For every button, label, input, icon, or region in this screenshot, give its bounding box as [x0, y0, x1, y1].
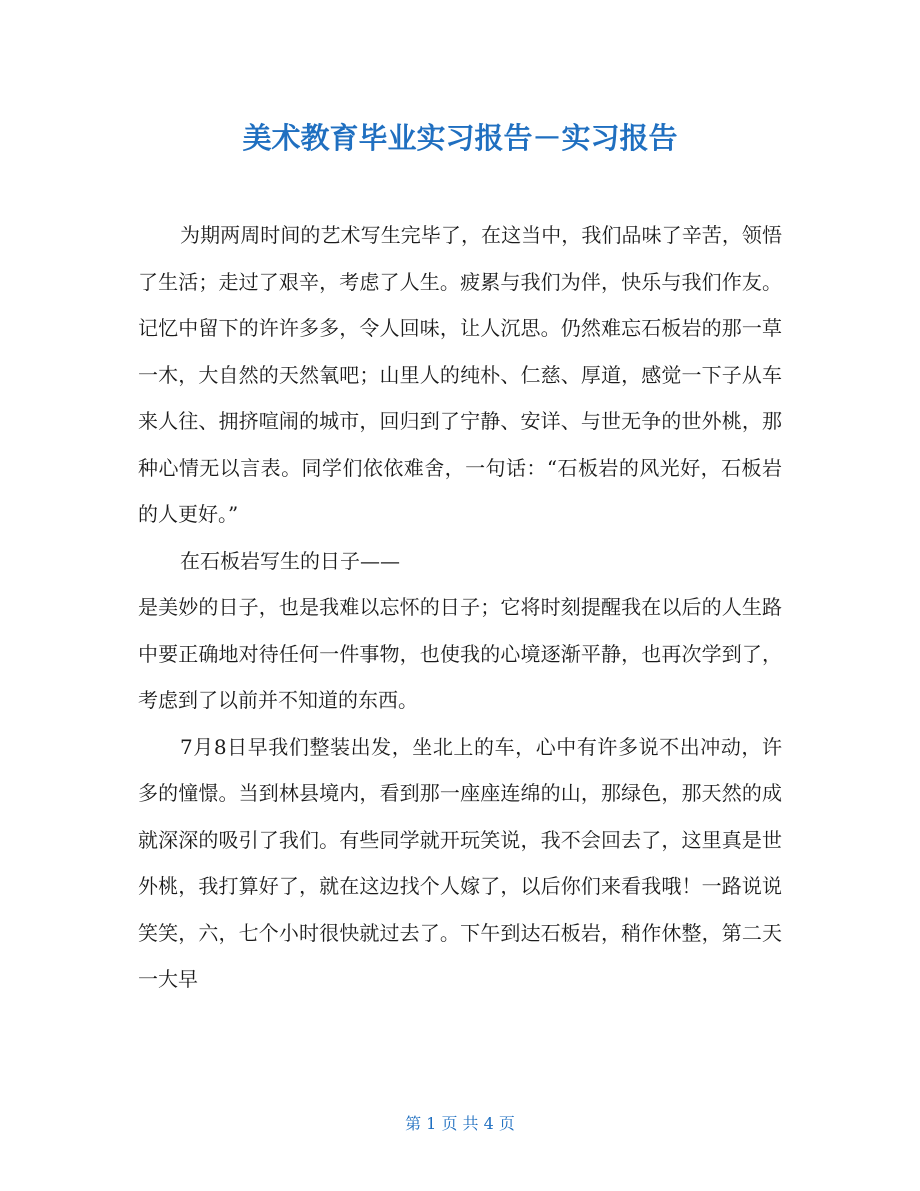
page-number-footer: 第 1 页 共 4 页 [405, 1114, 515, 1133]
paragraph-4: 7月8日早我们整装出发，坐北上的车，心中有许多说不出冲动，许多的憧憬。当到林县境内，看到那一座座连绵的山，那绿色，那天然的成就深深的吸引了我们。有些同学就开玩笑说，我不会回去了，这里真是世外桃，我打算好了，就在这边找个人嫁了，以后你们来看我哦！一路说说笑笑，六，七个小时很快就过去了。下午到达石板岩，稍作休整，第二天一大早 [138, 734, 782, 991]
paragraph-1: 为期两周时间的艺术写生完毕了，在这当中，我们品味了辛苦，领悟了生活；走过了艰辛，考虑了人生。疲累与我们为伴，快乐与我们作友。记忆中留下的许许多多，令人回味，让人沉思。仍然难忘石板岩的那一草一木，大自然的天然氧吧；山里人的纯朴、仁慈、厚道，感觉一下子从车来人往、拥挤喧闹的城市，回归到了宁静、安详、与世无争的世外桃，那种心情无以言表。同学们依依难舍，一句话：“石板岩的风光好，石板岩的人更好。” [138, 223, 782, 526]
paragraph-2: 在石板岩写生的日子—— [180, 548, 400, 573]
document-body [138, 212, 782, 1003]
document-title: 美术教育毕业实习报告－实习报告 [242, 121, 678, 155]
paragraph-3: 是美妙的日子，也是我难以忘怀的日子；它将时刻提醒我在以后的人生路中要正确地对待任何一件事物，也使我的心境逐渐平静，也再次学到了，考虑到了以前并不知道的东西。 [138, 595, 782, 712]
